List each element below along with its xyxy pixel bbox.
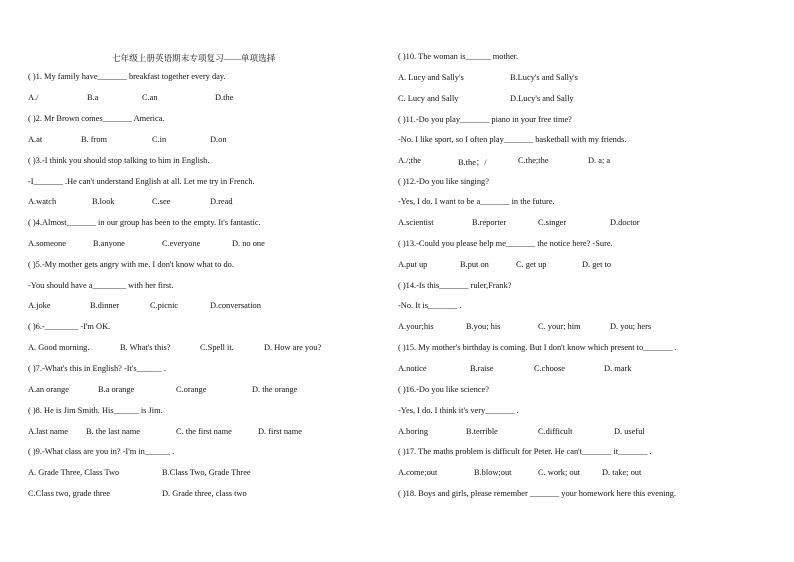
q15-option-b: B.raise	[470, 364, 494, 373]
question-10: ( )10. The woman is______ mother.	[398, 52, 519, 61]
q10-option-b: B.Lucy's and Sally's	[510, 73, 578, 82]
question-3-response: -I_______ .He can't understand English at all. Let me try in French.	[28, 177, 255, 186]
q7-option-c: C.orange	[176, 385, 207, 394]
q6-option-b: B. What's this?	[120, 343, 171, 352]
q15-option-d: D. mark	[604, 364, 632, 373]
q11-option-b: B.the；/	[458, 158, 487, 167]
q16-option-c: C.difficult	[538, 427, 573, 436]
q9-option-a: A. Grade Three, Class Two	[28, 468, 120, 477]
question-11-response: -No. I like sport, so I often play_______ basketball with my friends.	[398, 135, 627, 144]
q5-option-c: C.picnic	[150, 301, 179, 310]
q16-option-d: D. useful	[614, 427, 645, 436]
q11-option-a: A./;the	[398, 156, 422, 165]
question-8: ( )8. He is Jim Smith. His______ is Jim.	[28, 406, 163, 415]
q4-option-c: C.everyone	[162, 239, 201, 248]
q14-option-b: B.you; his	[466, 322, 501, 331]
q1-option-c: C.an	[142, 93, 158, 102]
q11-option-c: C.the;the	[518, 156, 549, 165]
question-12-response: -Yes, I do. I want to be a_______ in the future.	[398, 197, 555, 206]
question-18: ( )18. Boys and girls, please remember _______ your homework here this evening.	[398, 489, 676, 498]
question-16: ( )16.-Do you like science?	[398, 385, 489, 394]
question-5-response: -You should have a________ with her first.	[28, 281, 174, 290]
q12-option-b: B.reporter	[472, 218, 507, 227]
question-7: ( )7.-What's this in English? -It's______ .	[28, 364, 166, 373]
q17-option-c: C. work; out	[538, 468, 581, 477]
q14-option-c: C. your; him	[538, 322, 581, 331]
q8-option-d: D. first name	[258, 427, 302, 436]
question-17: ( )17. The maths problem is difficult for Peter. He can't_______ it_______ .	[398, 447, 652, 456]
q2-option-a: A.at	[28, 135, 43, 144]
question-3: ( )3.-I think you should stop talking to him in English.	[28, 156, 210, 165]
q6-option-c: C.Spell it.	[200, 343, 234, 352]
q3-option-b: B.look	[92, 197, 115, 206]
q13-option-b: B.put on	[460, 260, 489, 269]
q16-option-b: B.terrible	[466, 427, 498, 436]
q12-option-d: D.doctor	[610, 218, 640, 227]
q17-option-a: A.come;out	[398, 468, 438, 477]
q8-option-c: C. the first name	[176, 427, 232, 436]
q10-option-c: C. Lucy and Sally	[398, 94, 459, 103]
q4-option-b: B.anyone	[93, 239, 125, 248]
question-13: ( )13.-Could you please help me_______ the notice here? -Sure.	[398, 239, 613, 248]
q14-option-d: D. you; hers	[610, 322, 652, 331]
q11-option-d: D. a; a	[588, 156, 611, 165]
q6-option-a: A. Good morning.	[28, 343, 90, 352]
question-16-response: -Yes, I do. I think it's very_______ .	[398, 406, 519, 415]
question-5: ( )5.-My mother gets angry with me. I don't know what to do.	[28, 260, 234, 269]
q5-option-d: D.conversation	[210, 301, 261, 310]
q9-option-b: B.Class Two, Grade Three	[162, 468, 251, 477]
q3-option-c: C.see	[152, 197, 171, 206]
question-1: ( )1. My family have_______ breakfast together every day.	[28, 72, 226, 81]
page-title: 七年级上册英语期末专项复习——单项选择	[112, 53, 276, 63]
q3-option-d: D.read	[210, 197, 233, 206]
question-12: ( )12.-Do you like singing?	[398, 177, 489, 186]
q9-option-c: C.Class two, grade three	[28, 489, 111, 498]
q4-option-a: A.someone	[28, 239, 66, 248]
q1-option-b: B.a	[87, 93, 99, 102]
question-2: ( )2. Mr Brown comes_______ America.	[28, 114, 165, 123]
question-14-response: -No. It is_______ .	[398, 301, 462, 310]
question-15: ( )15. My mother's birthday is coming. But I don't know which present to_______ .	[398, 343, 677, 352]
q9-option-d: D. Grade three, class two	[162, 489, 247, 498]
q14-option-a: A.your;his	[398, 322, 434, 331]
q2-option-b: B. from	[81, 135, 108, 144]
q5-option-a: A.joke	[28, 301, 51, 310]
q13-option-d: D. get to	[582, 260, 612, 269]
q4-option-d: D. no one	[232, 239, 265, 248]
q1-option-d: D.the	[215, 93, 234, 102]
q12-option-c: C.singer	[538, 218, 567, 227]
question-14: ( )14.-Is this_______ ruler,Frank?	[398, 281, 512, 290]
question-4: ( )4.Almost_______ in our group has been to the empty. It's fantastic.	[28, 218, 261, 227]
q16-option-a: A.boring	[398, 427, 429, 436]
q3-option-a: A.watch	[28, 197, 57, 206]
q2-option-d: D.on	[210, 135, 227, 144]
q7-option-b: B.a orange	[98, 385, 135, 394]
q2-option-c: C.in	[152, 135, 167, 144]
q6-option-d: D. How are you?	[264, 343, 322, 352]
q7-option-d: D. the orange	[252, 385, 298, 394]
question-6: ( )6.-________ -I'm OK.	[28, 322, 111, 331]
q12-option-a: A.scientist	[398, 218, 434, 227]
q17-option-b: B.blow;out	[474, 468, 512, 477]
q8-option-a: A.last name	[28, 427, 69, 436]
q15-option-a: A.notice	[398, 364, 427, 373]
q5-option-b: B.dinner	[90, 301, 120, 310]
q15-option-c: C.choose	[534, 364, 565, 373]
q17-option-d: D. take; out	[602, 468, 642, 477]
q1-option-a: A./	[28, 93, 39, 102]
q13-option-a: A.put up	[398, 260, 428, 269]
q8-option-b: B. the last name	[86, 427, 140, 436]
question-9: ( )9.-What class are you in? -I'm in______ .	[28, 447, 175, 456]
q10-option-d: D.Lucy's and Sally	[510, 94, 574, 103]
q7-option-a: A.an orange	[28, 385, 69, 394]
question-11: ( )11.-Do you play_______ piano in your free time?	[398, 115, 572, 124]
q13-option-c: C. get up	[516, 260, 547, 269]
q10-option-a: A. Lucy and Sally's	[398, 73, 464, 82]
